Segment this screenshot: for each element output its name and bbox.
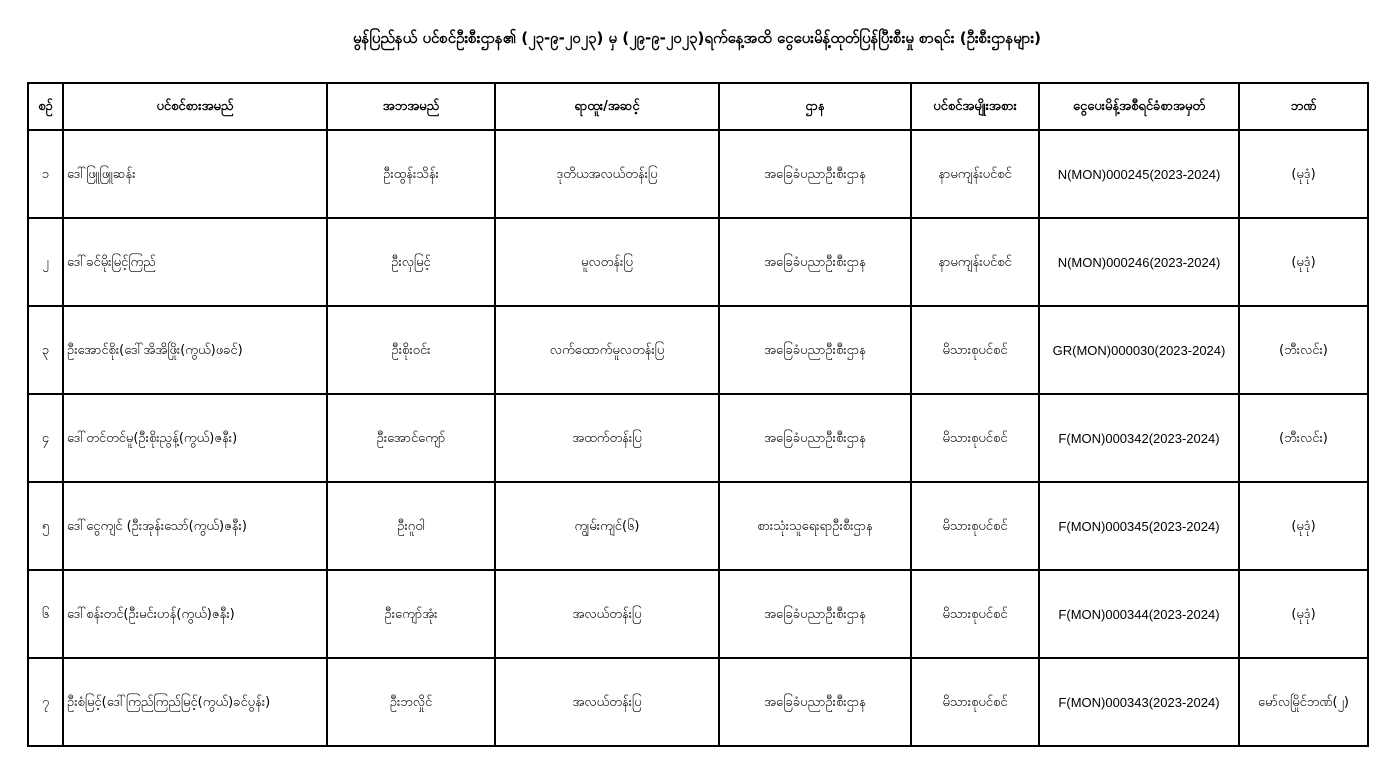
cell-pension-type: နာမကျန်းပင်စင် bbox=[911, 218, 1039, 306]
header-no: စဉ် bbox=[28, 83, 63, 130]
cell-no: ၃ bbox=[28, 306, 63, 394]
cell-pension-type: မိသားစုပင်စင် bbox=[911, 306, 1039, 394]
table-row bbox=[28, 658, 1368, 746]
cell-order-number: F(MON)000344(2023-2024) bbox=[1039, 570, 1239, 658]
cell-no: ၂ bbox=[28, 218, 63, 306]
cell-pensioner-name: ဒေါ်ခင်မိုးမြင့်ကြည် bbox=[63, 218, 327, 306]
table-row bbox=[28, 306, 1368, 394]
cell-bank: (ဘီးလင်း) bbox=[1239, 306, 1368, 394]
page-title: မွန်ပြည်နယ် ပင်စင်ဦးစီးဌာန၏ (၂၃-၉-၂၀၂၃) မှ (၂၉-၉-၂၀၂၃)ရက်နေ့အထိ ငွေပေးမိန့်ထုတ်ပြန်ပြီးစီးမှု စာရင်း (ဦးစီးဌာနများ) bbox=[352, 29, 1042, 47]
cell-bank: (မုဒုံ) bbox=[1239, 218, 1368, 306]
cell-pensioner-name: ဒေါ်ငွေကျင် (ဦးအုန်းသော်(ကွယ်)ဇနီး) bbox=[63, 482, 327, 570]
cell-position: မူလတန်းပြ bbox=[495, 218, 719, 306]
cell-order-number: GR(MON)000030(2023-2024) bbox=[1039, 306, 1239, 394]
header-pensioner-name: ပင်စင်စားအမည် bbox=[63, 83, 327, 130]
cell-order-number: N(MON)000245(2023-2024) bbox=[1039, 130, 1239, 218]
cell-position: အလယ်တန်းပြ bbox=[495, 570, 719, 658]
cell-bank: (မုဒုံ) bbox=[1239, 482, 1368, 570]
table-row bbox=[28, 482, 1368, 570]
cell-order-number: F(MON)000343(2023-2024) bbox=[1039, 658, 1239, 746]
cell-no: ၇ bbox=[28, 658, 63, 746]
cell-pension-type: မိသားစုပင်စင် bbox=[911, 658, 1039, 746]
cell-department: အခြေခံပညာဦးစီးဌာန bbox=[719, 394, 911, 482]
cell-pensioner-name: ဦးအောင်စိုး(ဒေါ်အိအိဖြိုး(ကွယ်)ဖခင်) bbox=[63, 306, 327, 394]
cell-department: အခြေခံပညာဦးစီးဌာန bbox=[719, 218, 911, 306]
table-row bbox=[28, 394, 1368, 482]
cell-order-number: N(MON)000246(2023-2024) bbox=[1039, 218, 1239, 306]
header-department: ဌာန bbox=[719, 83, 911, 130]
pension-table bbox=[27, 82, 1369, 747]
cell-position: ကျွမ်းကျင်(၆) bbox=[495, 482, 719, 570]
cell-no: ၆ bbox=[28, 570, 63, 658]
cell-pensioner-name: ဒေါ်ဖြူဖြူဆန်း bbox=[63, 130, 327, 218]
cell-department: အခြေခံပညာဦးစီးဌာန bbox=[719, 658, 911, 746]
header-order-number: ငွေပေးမိန့်အစီရင်ခံစာအမှတ် bbox=[1039, 83, 1239, 130]
table-row bbox=[28, 570, 1368, 658]
cell-pensioner-name: ဒေါ်တင်တင်မူ(ဦးစိုးညွန့်(ကွယ်)ဇနီး) bbox=[63, 394, 327, 482]
cell-father-name: ဦးစိုးဝင်း bbox=[327, 306, 495, 394]
cell-bank: မော်လမြိုင်ဘဏ်(၂) bbox=[1239, 658, 1368, 746]
cell-father-name: ဦးထွန်းသိန်း bbox=[327, 130, 495, 218]
cell-department: အခြေခံပညာဦးစီးဌာန bbox=[719, 306, 911, 394]
header-row bbox=[28, 83, 1368, 130]
cell-pension-type: မိသားစုပင်စင် bbox=[911, 394, 1039, 482]
cell-father-name: ဦးလှမြင့် bbox=[327, 218, 495, 306]
cell-pension-type: မိသားစုပင်စင် bbox=[911, 482, 1039, 570]
cell-father-name: ဦးဂူဝါ bbox=[327, 482, 495, 570]
header-father-name: အဘအမည် bbox=[327, 83, 495, 130]
cell-bank: (ဘီးလင်း) bbox=[1239, 394, 1368, 482]
cell-bank: (မုဒုံ) bbox=[1239, 570, 1368, 658]
header-bank: ဘဏ် bbox=[1239, 83, 1368, 130]
cell-bank: (မုဒုံ) bbox=[1239, 130, 1368, 218]
cell-position: အထက်တန်းပြ bbox=[495, 394, 719, 482]
cell-position: ဒုတိယအလယ်တန်းပြ bbox=[495, 130, 719, 218]
table-row bbox=[28, 218, 1368, 306]
cell-department: အခြေခံပညာဦးစီးဌာန bbox=[719, 130, 911, 218]
cell-pensioner-name: ဒေါ်စန်းတင်(ဦးမင်းဟန်(ကွယ်)ဇနီး) bbox=[63, 570, 327, 658]
cell-no: ၅ bbox=[28, 482, 63, 570]
cell-order-number: F(MON)000342(2023-2024) bbox=[1039, 394, 1239, 482]
table-row bbox=[28, 130, 1368, 218]
cell-no: ၄ bbox=[28, 394, 63, 482]
cell-father-name: ဦးကျော်အုံး bbox=[327, 570, 495, 658]
cell-no: ၁ bbox=[28, 130, 63, 218]
cell-position: လက်ထောက်မူလတန်းပြ bbox=[495, 306, 719, 394]
cell-department: စားသုံးသူရေးရာဦးစီးဌာန bbox=[719, 482, 911, 570]
header-position: ရာထူး/အဆင့် bbox=[495, 83, 719, 130]
cell-father-name: ဦးဘလှိုင် bbox=[327, 658, 495, 746]
cell-father-name: ဦးအောင်ကျော် bbox=[327, 394, 495, 482]
cell-pension-type: နာမကျန်းပင်စင် bbox=[911, 130, 1039, 218]
cell-order-number: F(MON)000345(2023-2024) bbox=[1039, 482, 1239, 570]
header-pension-type: ပင်စင်အမျိုးအစား bbox=[911, 83, 1039, 130]
cell-department: အခြေခံပညာဦးစီးဌာန bbox=[719, 570, 911, 658]
cell-position: အလယ်တန်းပြ bbox=[495, 658, 719, 746]
cell-pensioner-name: ဦးစံမြင့်(ဒေါ်ကြည်ကြည်မြင့်(ကွယ်)ခင်ပွန်း) bbox=[63, 658, 327, 746]
cell-pension-type: မိသားစုပင်စင် bbox=[911, 570, 1039, 658]
